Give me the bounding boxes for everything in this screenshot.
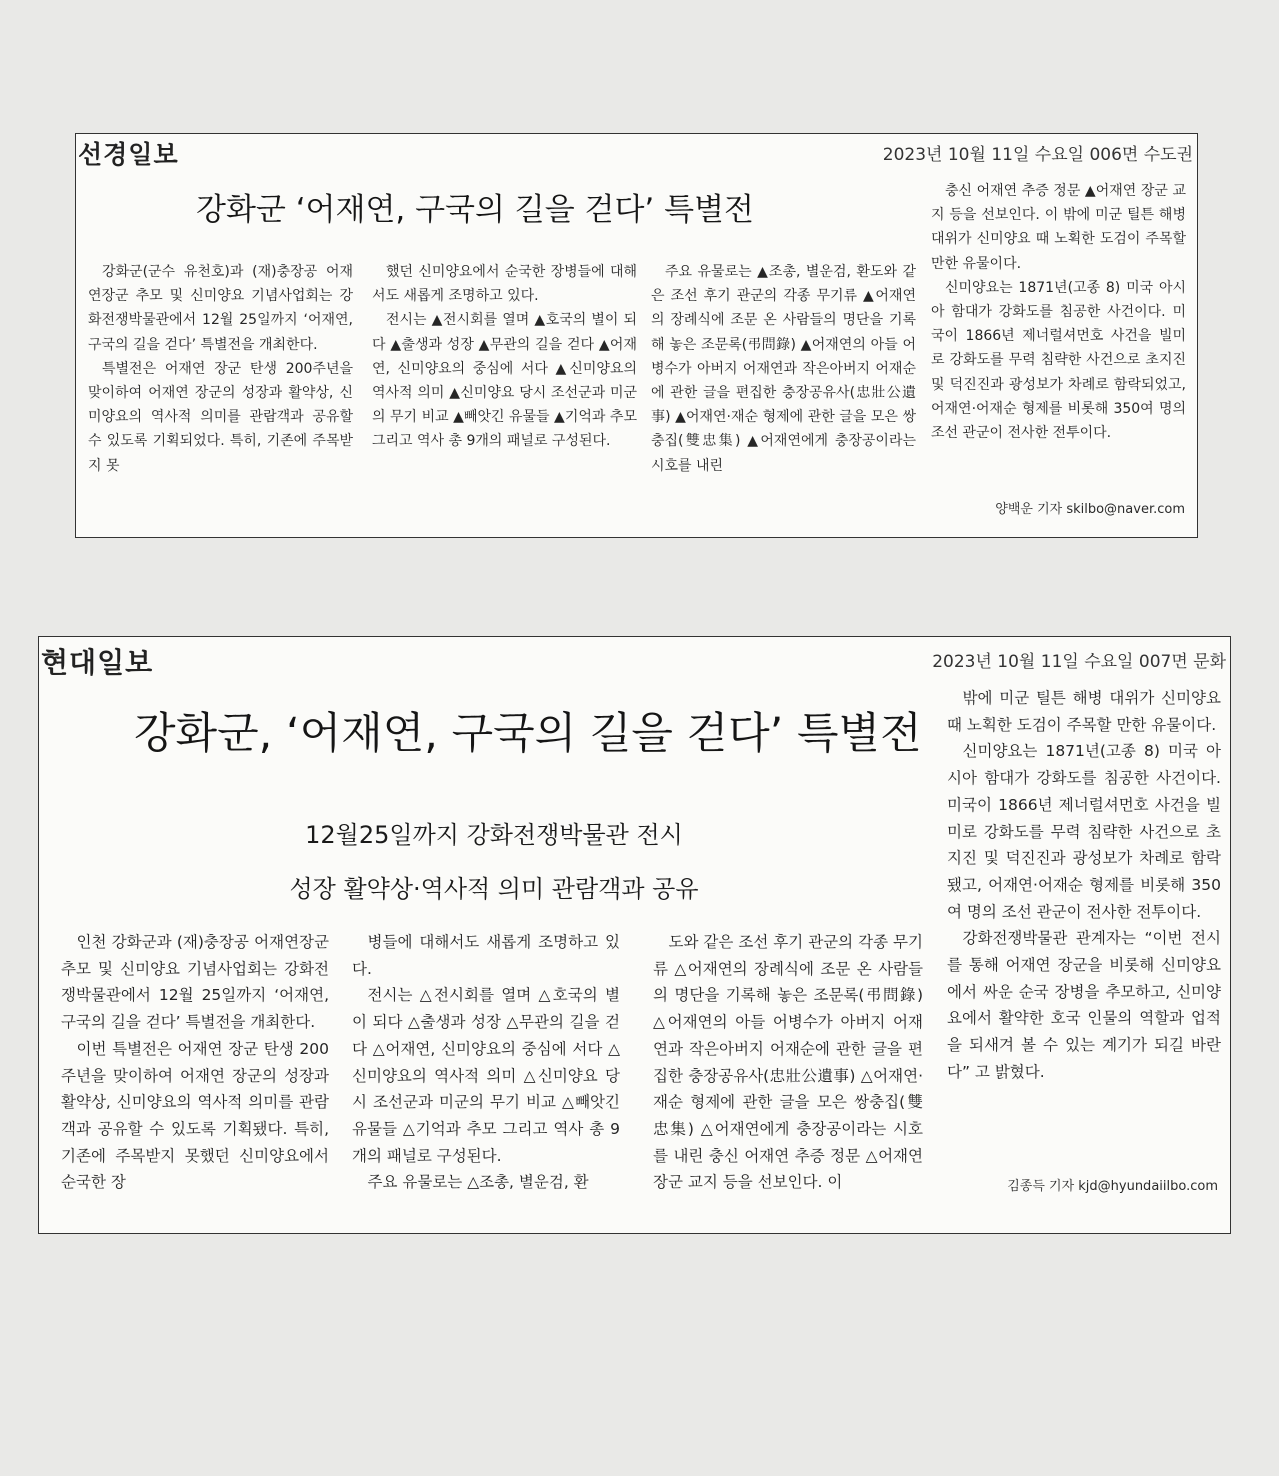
paragraph: 밖에 미군 틸튼 해병 대위가 신미양요 때 노획한 도검이 주목할 만한 유물이다. (947, 689, 1221, 734)
paragraph: 했던 신미양요에서 순국한 장병들에 대해서도 새롭게 조명하고 있다. (372, 264, 637, 305)
article-headline: 강화군 ‘어재연, 구국의 길을 걷다’ 특별전 (196, 192, 754, 228)
paragraph: 신미양요는 1871년(고종 8) 미국 아시아 함대가 강화도를 침공한 사건이다. 미국이 1866년 제너럴셔먼호 사건을 빌미로 강화도를 무력 침략한 사건으로 초지진 및 덕진진과 광성보가 차례로 함락되었고, 어재연·어재순 형제를 비롯해 350여 명의 조선 관군이 전사한 전투이다. (931, 279, 1186, 442)
paragraph: 도와 같은 조선 후기 관군의 각종 무기류 △어재연의 장례식에 조문 온 사람들의 명단을 기록해 놓은 조문록(弔問錄) △어재연의 아들 어병수가 아버지 어재연과 작은아버지 어재순에 관한 글을 편집한 충장공유사(忠壯公遺事) △어재연·재순 형제에 관한 글을 모은 쌍충집(雙忠集) △어재연에게 충장공이라는 시호를 내린 충신 어재연 추증 정문 △어재연 장군 교지 등을 선보인다. 이 (653, 933, 923, 1192)
paragraph: 강화전쟁박물관 관계자는 “이번 전시를 통해 어재연 장군을 비롯해 신미양요에서 싸운 순국 장병을 추모하고, 신미양요에서 활약한 호국 인물의 역할과 업적을 되새겨 볼 수 있는 계기가 되길 바란다” 고 밝혔다. (947, 929, 1221, 1081)
paragraph: 주요 유물로는 ▲조총, 별운검, 환도와 같은 조선 후기 관군의 각종 무기류 ▲어재연의 장례식에 조문 온 사람들의 명단을 기록해 놓은 조문록(弔問錄) ▲어재연의 아들 어병수가 아버지 어재연과 작은아버지 어재순에 관한 글을 편집한 충장공유사(忠壯公遺事) ▲어재연·재순 형제에 관한 글을 모은 쌍충집(雙忠集) ▲어재연에게 충장공이라는 시호를 내린 (651, 264, 916, 474)
reporter-byline: 김종득 기자 kjd@hyundaiilbo.com (1007, 1179, 1218, 1194)
newspaper-name: 현대일보 (41, 646, 154, 679)
article-column-4 (947, 685, 1221, 1147)
article-column-1 (61, 929, 329, 1225)
paragraph: 강화군(군수 유천호)과 (재)충장공 어재연장군 추모 및 신미양요 기념사업회는 강화전쟁박물관에서 12월 25일까지 ‘어재연, 구국의 길을 걷다’ 특별전을 개최한다. (88, 264, 353, 353)
paragraph: 충신 어재연 추증 정문 ▲어재연 장군 교지 등을 선보인다. 이 밖에 미군 틸튼 해병 대위가 신미양요 때 노획한 도검이 주목할 만한 유물이다. (931, 183, 1186, 272)
article-column-3 (651, 260, 916, 524)
dateline: 2023년 10월 11일 수요일 006면 수도권 (882, 145, 1193, 165)
paragraph: 이번 특별전은 어재연 장군 탄생 200주년을 맞이하여 어재연 장군의 성장과 활약상, 신미양요의 역사적 의미를 관람객과 공유할 수 있도록 기획됐다. 특히, 기존에 주목받지 못했던 신미양요에서 순국한 장 (61, 1039, 329, 1192)
newspaper-clipping-hyundai (38, 636, 1231, 1234)
paragraph: 신미양요는 1871년(고종 8) 미국 아시아 함대가 강화도를 침공한 사건이다. 미국이 1866년 제너럴셔먼호 사건을 빌미로 강화도를 무력 침략한 사건으로 초지진 및 덕진진과 광성보가 차례로 함락됐고, 어재연·어재순 형제를 비롯해 350여 명의 조선 관군이 전사한 전투이다. (947, 742, 1221, 921)
article-subheadline-1: 12월25일까지 강화전쟁박물관 전시 (305, 821, 683, 849)
article-subheadline-2: 성장 활약상·역사적 의미 관람객과 공유 (289, 875, 699, 903)
article-column-2 (372, 260, 637, 524)
paragraph: 전시는 ▲전시회를 열며 ▲호국의 별이 되다 ▲출생과 성장 ▲무관의 길을 걷다 ▲어재연, 신미양요의 중심에 서다 ▲신미양요의 역사적 의미 ▲신미양요 당시 조선군과 미군의 무기 비교 ▲빼앗긴 유물들 ▲기억과 추모 그리고 역사 총 9개의 패널로 구성된다. (372, 312, 637, 450)
article-column-3 (653, 929, 923, 1225)
paragraph: 주요 유물로는 △조총, 별운검, 환 (367, 1173, 589, 1192)
reporter-byline: 양백운 기자 skilbo@naver.com (995, 502, 1185, 517)
dateline: 2023년 10월 11일 수요일 007면 문화 (932, 652, 1226, 672)
article-headline: 강화군, ‘어재연, 구국의 길을 걷다’ 특별전 (134, 709, 922, 759)
article-column-1 (88, 260, 353, 524)
newspaper-name: 선경일보 (78, 140, 179, 169)
paragraph: 인천 강화군과 (재)충장공 어재연장군 추모 및 신미양요 기념사업회는 강화전쟁박물관에서 12월 25일까지 ‘어재연, 구국의 길을 걷다’ 특별전을 개최한다. (61, 933, 329, 1032)
paragraph: 전시는 △전시회를 열며 △호국의 별이 되다 △출생과 성장 △무관의 길을 걷다 △어재연, 신미양요의 중심에 서다 △신미양요의 역사적 의미 △신미양요 당시 조선군과 미군의 무기 비교 △빼앗긴 유물들 △기억과 추모 그리고 역사 총 9개의 패널로 구성된다. (352, 986, 620, 1165)
paragraph: 병들에 대해서도 새롭게 조명하고 있다. (352, 933, 620, 978)
paragraph: 특별전은 어재연 장군 탄생 200주년을 맞이하여 어재연 장군의 성장과 활약상, 신미양요의 역사적 의미를 관람객과 공유할 수 있도록 기획되었다. 특히, 기존에 주목받지 못 (88, 360, 353, 474)
article-column-2 (352, 929, 620, 1225)
article-column-4 (931, 179, 1186, 501)
newspaper-clipping-seongyeong (75, 133, 1198, 538)
